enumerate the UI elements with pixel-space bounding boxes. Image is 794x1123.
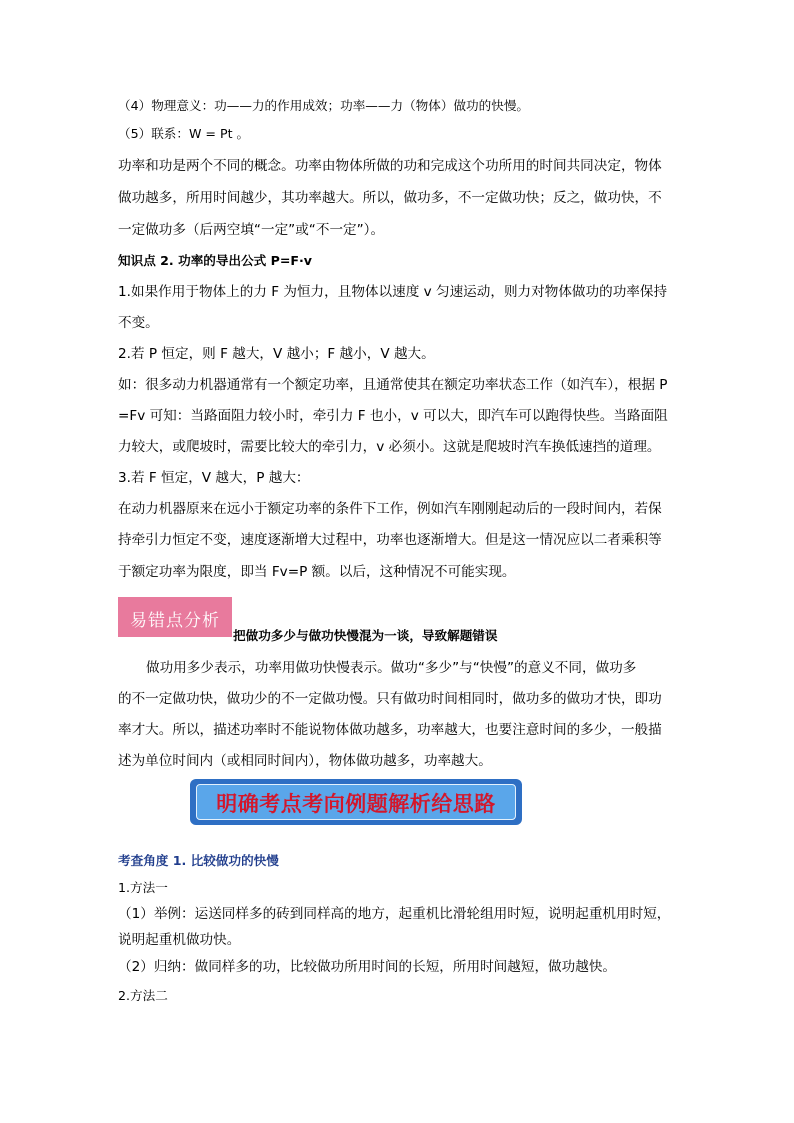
error-analysis-badge-label: 易错点分析 bbox=[130, 611, 220, 631]
text-line: =Fv 可知：当路面阻力较小时，牵引力 F 也小，v 可以大，即汽车可以跑得快些。当路面阻 bbox=[118, 408, 668, 424]
error-analysis-badge bbox=[118, 597, 232, 637]
text-line: 力较大，或爬坡时，需要比较大的牵引力，v 必须小。这就是爬坡时汽车换低速挡的道理。 bbox=[118, 439, 661, 455]
banner bbox=[190, 779, 522, 825]
text-line: （2）归纳：做同样多的功，比较做功所用时间的长短，所用时间越短，做功越快。 bbox=[118, 959, 617, 975]
text-line: （4）物理意义：功——力的作用成效；功率——力（物体）做功的快慢。 bbox=[118, 98, 530, 113]
text-line: 2.方法二 bbox=[118, 988, 168, 1003]
text-line: 做功越多，所用时间越少，其功率越大。所以，做功多，不一定做功快；反之，做功快，不 bbox=[118, 190, 662, 206]
section-heading: 知识点 2. 功率的导出公式 P=F·v bbox=[118, 253, 313, 268]
text-line: 2.若 P 恒定，则 F 越大，V 越小；F 越小，V 越大。 bbox=[118, 346, 435, 362]
text-line: 做功用多少表示，功率用做功快慢表示。做功“多少”与“快慢”的意义不同，做功多 bbox=[146, 660, 637, 676]
text-line: 功率和功是两个不同的概念。功率由物体所做的功和完成这个功所用的时间共同决定，物体 bbox=[118, 158, 662, 174]
text-line: 如：很多动力机器通常有一个额定功率，且通常使其在额定功率状态工作（如汽车），根据 P bbox=[118, 377, 668, 393]
text-line: 率才大。所以，描述功率时不能说物体做功越多，功率越大，也要注意时间的多少，一般描 bbox=[118, 722, 662, 738]
text-line: 3.若 F 恒定，V 越大，P 越大： bbox=[118, 470, 310, 486]
text-line: 说明起重机做功快。 bbox=[118, 932, 241, 948]
error-heading: 把做功多少与做功快慢混为一谈，导致解题错误 bbox=[233, 628, 498, 643]
text-line: 于额定功率为限度，即当 Fv=P 额。以后，这种情况不可能实现。 bbox=[118, 564, 516, 580]
exam-heading: 考查角度 1. 比较做功的快慢 bbox=[118, 853, 279, 868]
text-line: （1）举例：运送同样多的砖到同样高的地方，起重机比滑轮组用时短，说明起重机用时短， bbox=[118, 906, 671, 922]
text-line: 一定做功多（后两空填“一定”或“不一定”）。 bbox=[118, 222, 385, 238]
text-line: 在动力机器原来在远小于额定功率的条件下工作，例如汽车刚刚起动后的一段时间内，若保 bbox=[118, 501, 662, 517]
banner-title: 明确考点考向例题解析给思路 bbox=[216, 792, 496, 816]
text-line: 1.方法一 bbox=[118, 880, 168, 895]
text-line: 述为单位时间内（或相同时间内），物体做功越多，功率越大。 bbox=[118, 753, 492, 769]
text-line: 持牵引力恒定不变，速度逐渐增大过程中，功率也逐渐增大。但是这一情况应以二者乘积等 bbox=[118, 532, 662, 548]
text-line: 1.如果作用于物体上的力 F 为恒力，且物体以速度 v 匀速运动，则力对物体做功的功率保持 bbox=[118, 284, 668, 300]
text-line: （5）联系：W = Pt 。 bbox=[118, 126, 250, 141]
text-line: 的不一定做功快，做功少的不一定做功慢。只有做功时间相同时，做功多的做功才快，即功 bbox=[118, 691, 662, 707]
text-line: 不变。 bbox=[118, 315, 159, 331]
